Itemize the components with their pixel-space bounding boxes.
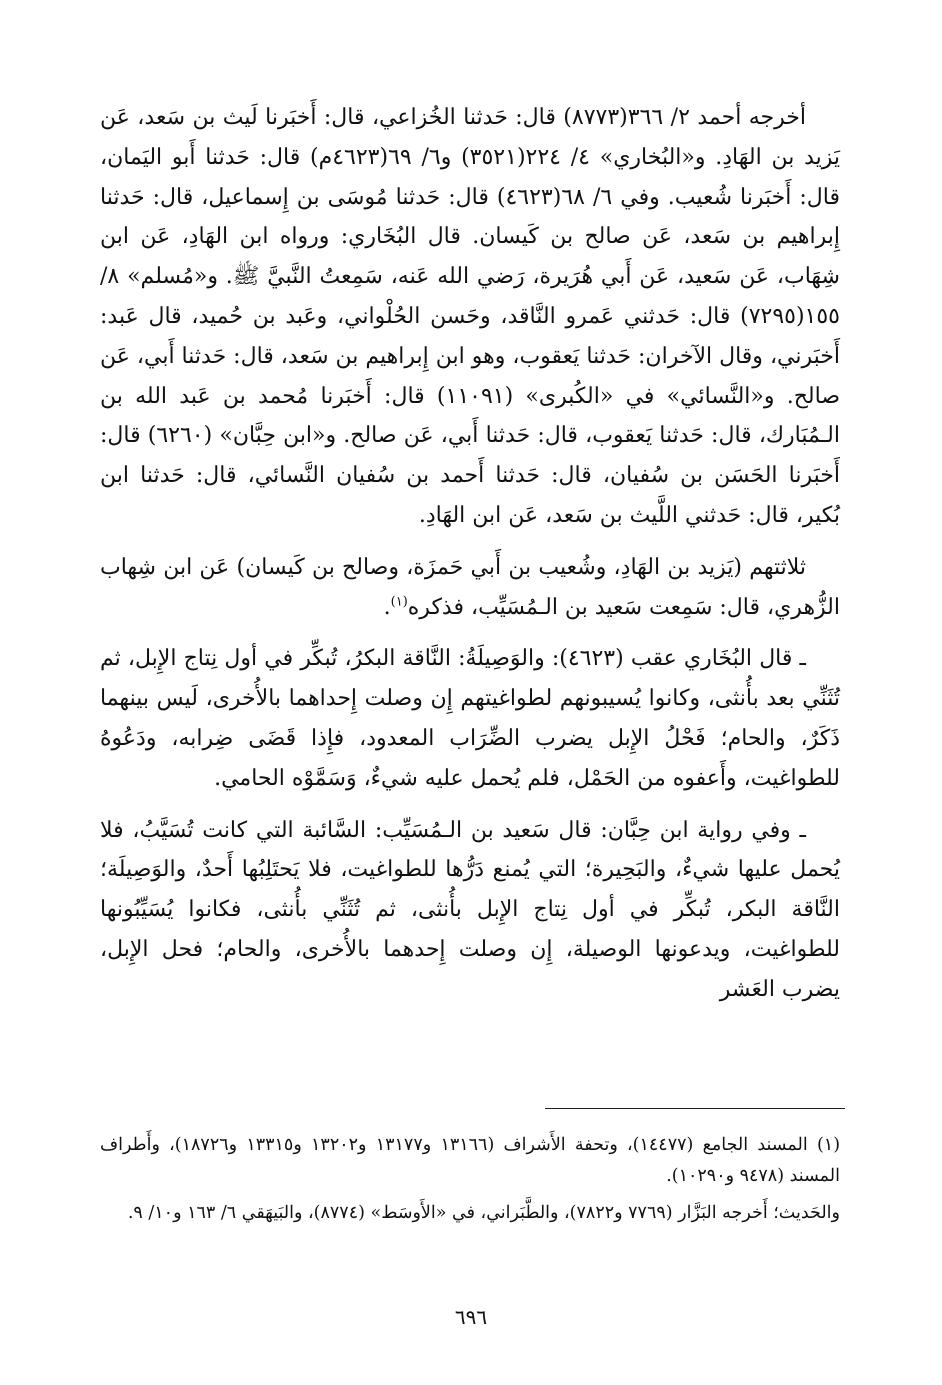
footnote-separator (545, 1108, 845, 1109)
footnotes (100, 1130, 840, 1235)
page-number: ٦٩٦ (454, 1305, 488, 1329)
footnote-reference[interactable]: (١) (390, 594, 408, 610)
footnote-1: (١) المسند الجامع (١٤٤٧٧)، وتحفة الأَشراف (١٣١٦٦ و١٣١٧٧ و١٣٢٠٢ و١٣٣١٥ و١٨٧٢٦)، وأَطراف المسند (٩٤٧٨ و١٠٢٩٠). (100, 1135, 841, 1186)
main-text (100, 98, 840, 1022)
hadith-takhrij-paragraph: أخرجه أحمد ٢/ ٣٦٦(٨٧٧٣) قال: حَدثنا الخُزاعي، قال: أَخبَرنا لَيث بن سَعد، عَن يَزيد بن الهَادِ. و«البُخاري» ٤/ ٢٢٤(٣٥٢١) و٦/ ٦٩(٤٦٢٣م) قال: حَدثنا أَبو اليَمان، قال: أَخبَرنا شُعيب. وفي ٦/ ٦٨(٤٦٢٣) قال: حَدثنا مُوسَى بن إِسماعيل، قال: حَدثنا إِبراهيم بن سَعد، عَن صالح بن كَيسان. قال البُخَاري: ورواه ابن الهَادِ، عَن ابن شِهَاب، عَن سَعيد، عَن أَبي هُرَيرة، رَضي الله عَنه، سَمِعتُ النَّبيَّ ﷺ. و«مُسلم» ٨/ ١٥٥(٧٢٩٥) قال: حَدثني عَمرو النَّاقد، وحَسن الحُلْواني، وعَبد بن حُميد، قال عَبد: أَخبَرني، وقال الآخران: حَدثنا يَعقوب، وهو ابن إِبراهيم بن سَعد، قال: حَدثنا أَبي، عَن صالح. و«النَّسائي» في «الكُبرى» (١١٠٩١) قال: أَخبَرنا مُحمد بن عَبد الله بن الـمُبَارك، قال: حَدثنا يَعقوب، قال: حَدثنا أَبي، عَن صالح. و«ابن حِبَّان» (٦٢٦٠) قال: أَخبَرنا الحَسَن بن سُفيان، قال: حَدثنا أَحمد بن سُفيان النَّسائي، قال: حَدثنا ابن بُكير، قال: حَدثني اللَّيث بن سَعد، عَن ابن الهَادِ. (100, 105, 841, 528)
footnote-1-continued: والحَديث؛ أَخرجه البَزَّار (٧٧٦٩ و٧٨٢٢)، والطَّبَراني، في «الأَوسَط» (٨٧٧٤)، والبَيهَقي ٦/ ١٦٣ و١٠/ ٩. (127, 1203, 840, 1223)
hadith-chain-paragraph (100, 548, 840, 628)
chain-text: ثلاثتهم (يَزيد بن الهَادِ، وشُعيب بن أَبي حَمزَة، وصالح بن كَيسان) عَن ابن شِهاب الزُّهري، قال: سَمِعت سَعيد بن الـمُسَيِّب، فذكره (100, 554, 840, 620)
bukhari-commentary-paragraph: ـ قال البُخَاري عقب (٤٦٢٣): والوَصِيلَةُ: النَّاقة البكرُ، تُبكِّر في أول نِتاج الإِبل، ثم تُثَنِّي بعد بأُنثى، وكانوا يُسيبونهم لطواغيتهم إِن وصلت إِحداهما بالأُخرى، لَيس بينهما ذَكَرٌ، والحام؛ فَحْلُ الإِبل يضرب الضِّرَاب المعدود، فإِذا قَضَى ضِرابه، ودَعُوهُ للطواغيت، وأَعفوه من الحَمْل، فلم يُحمل عليه شيءٌ، وَسَمَّوْه الحامي. (100, 646, 840, 791)
ibn-hibban-narration-paragraph: ـ وفي رواية ابن حِبَّان: قال سَعيد بن الـمُسَيِّب: السَّائبة التي كانت تُسَيَّبُ، فلا يُحمل عليها شيءٌ، والبَحِيرة؛ التي يُمنع دَرُّها للطواغيت، فلا يَحتَلِبُها أَحدٌ، والوَصِيلَة؛ النَّاقة البكر، تُبكِّر في أول نِتاج الإِبل بأُنثى، ثم تُثَنِّي بأُنثى، فكانوا يُسَيِّبُونها للطواغيت، ويدعونها الوصيلة، إِن وصلت إِحدهما بالأُخرى، والحام؛ فحل الإِبل، يضرب العَشر (100, 817, 840, 1002)
chain-end: . (383, 594, 391, 620)
